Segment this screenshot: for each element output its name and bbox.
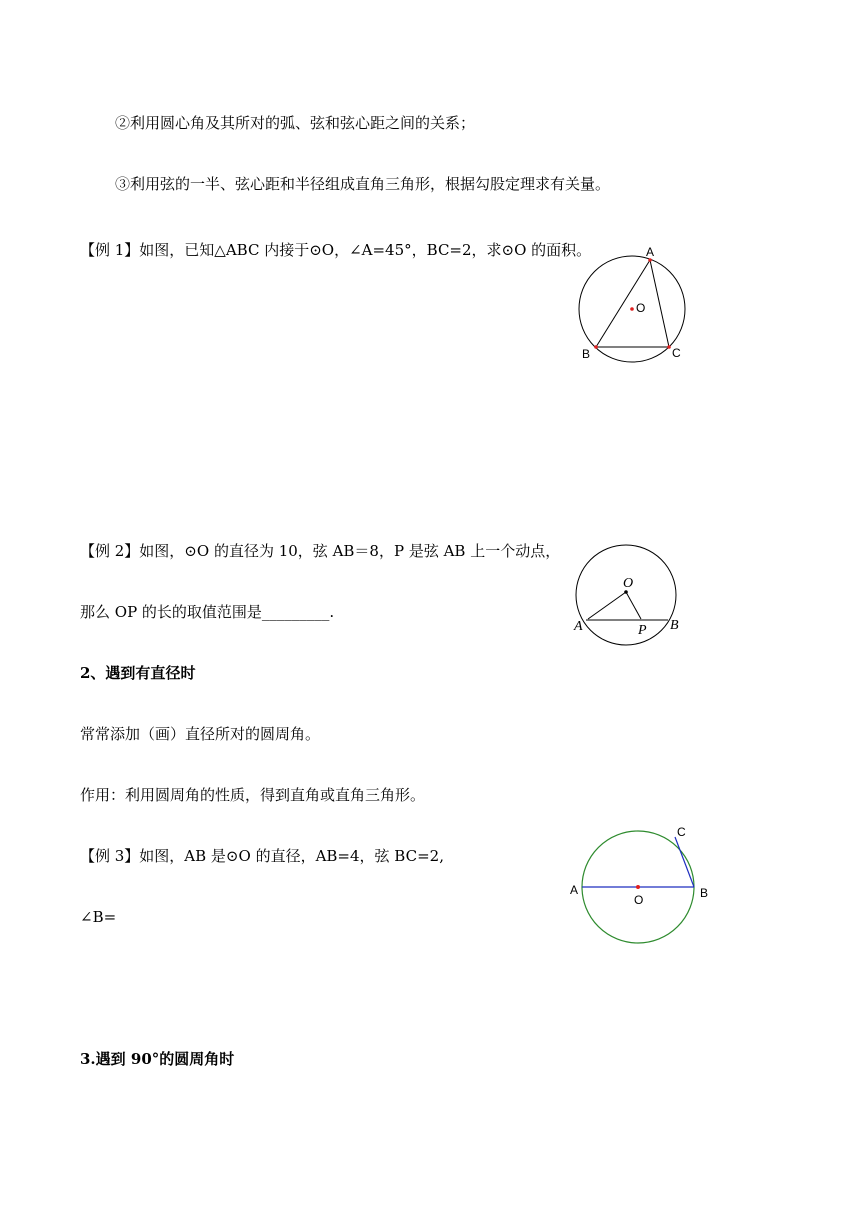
side-ac (650, 260, 669, 347)
center-o (636, 885, 640, 889)
point-c (667, 345, 671, 349)
section-3-heading: 3.遇到 90°的圆周角时 (80, 1050, 235, 1068)
example-3-line1: 【例 3】如图，AB 是⊙O 的直径，AB=4，弦 BC=2, (80, 847, 444, 865)
example-3-line2: ∠B= (80, 908, 117, 926)
label-p: P (638, 623, 647, 638)
center-o (630, 307, 634, 311)
section-2-text-b: 作用：利用圆周角的性质，得到直角或直角三角形。 (80, 786, 426, 804)
label-a: A (574, 619, 583, 634)
circle-o (576, 545, 676, 645)
section-2-heading: 2、遇到有直径时 (80, 664, 196, 682)
example-3-figure (560, 820, 720, 950)
example-1-text: 【例 1】如图，已知△ABC 内接于⊙O，∠A=45°，BC=2，求⊙O 的面积。 (80, 241, 592, 259)
label-b: B (700, 886, 709, 900)
label-o: O (636, 301, 646, 315)
method-3-text: ③利用弦的一半、弦心距和半径组成直角三角形，根据勾股定理求有关量。 (115, 175, 611, 193)
label-o: O (623, 576, 634, 591)
segment-op (626, 592, 641, 619)
example-2-figure (568, 540, 693, 645)
example-2-line2: 那么 OP 的长的取值范围是_________. (80, 603, 335, 621)
example-1-figure (570, 240, 700, 365)
label-o: O (634, 893, 644, 907)
label-b: B (582, 347, 591, 361)
method-2-text: ②利用圆心角及其所对的弧、弦和弦心距之间的关系； (115, 114, 476, 132)
label-a: A (646, 245, 655, 259)
segment-oa (588, 592, 626, 619)
example-2-line1: 【例 2】如图，⊙O 的直径为 10，弦 AB＝8，P 是弦 AB 上一个动点， (80, 542, 561, 560)
label-a: A (570, 883, 579, 897)
point-b (594, 345, 598, 349)
section-2-text-a: 常常添加（画）直径所对的圆周角。 (80, 725, 321, 743)
label-c: C (672, 346, 681, 360)
chord-bc (675, 837, 694, 887)
label-b: B (670, 618, 679, 633)
label-c: C (677, 825, 686, 839)
